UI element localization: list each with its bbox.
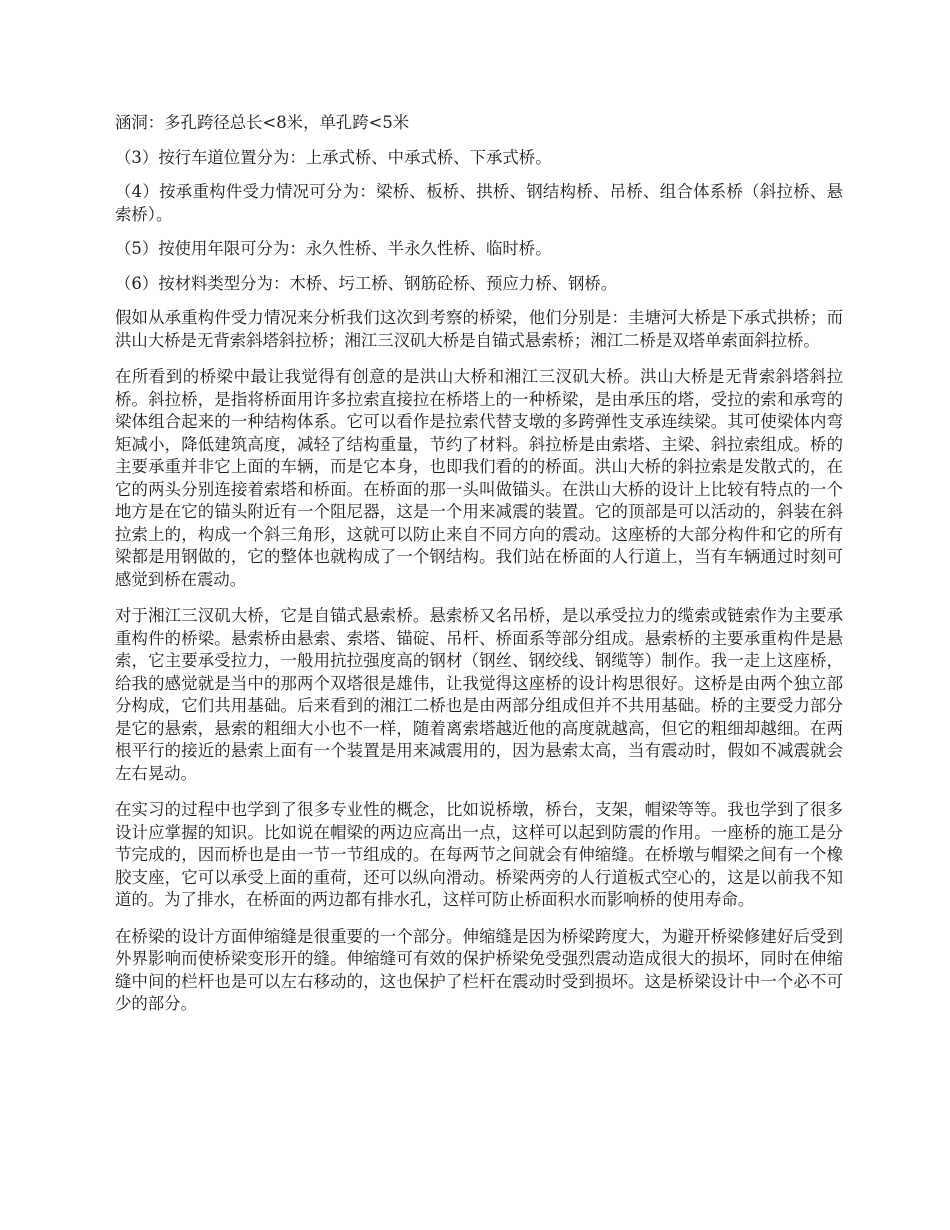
paragraph-hongshan-bridge: 在所看到的桥梁中最让我觉得有创意的是洪山大桥和湘江三汊矶大桥。洪山大桥是无背索斜塔斜拉桥。斜拉桥，是指将桥面用许多拉索直接拉在桥塔上的一种桥梁，是由承压的塔，受拉的索和承弯的梁体组合起来的一种结构体系。它可以看作是拉索代替支墩的多跨弹性支承连续梁。其可使梁体内弯矩减小，降低建筑高度，减轻了结构重量，节约了材料。斜拉桥是由索塔、主梁、斜拉索组成。桥的主要承重并非它上面的车辆，而是它本身，也即我们看的的桥面。洪山大桥的斜拉索是发散式的，在它的两头分别连接着索塔和桥面。在桥面的那一头叫做锚头。在洪山大桥的设计上比较有特点的一个地方是在它的锚头附近有一个阻尼器，这是一个用来减震的装置。它的顶部是可以活动的，斜装在斜拉索上的，构成一个斜三角形，这就可以防止来自不同方向的震动。这座桥的大部分构件和它的所有梁都是用钢做的，它的整体也就构成了一个钢结构。我们站在桥面的人行道上，当有车辆通过时刻可感觉到桥在震动。 bbox=[115, 367, 843, 589]
paragraph-culvert: 涵洞：多孔跨径总长<8米，单孔跨<5米 bbox=[115, 113, 410, 132]
paragraph-item-5: （5）按使用年限可分为：永久性桥、半永久性桥、临时桥。 bbox=[115, 239, 552, 258]
paragraph-analysis: 假如从承重构件受力情况来分析我们这次到考察的桥梁，他们分别是：圭塘河大桥是下承式拱桥；而洪山大桥是无背索斜塔斜拉桥；湘江三汊矶大桥是自锚式悬索桥；湘江二桥是双塔单索面斜拉桥。 bbox=[115, 308, 843, 350]
paragraph-item-3: （3）按行车道位置分为：上承式桥、中承式桥、下承式桥。 bbox=[115, 147, 552, 167]
paragraph-item-4: （4）按承重构件受力情况可分为：梁桥、板桥、拱桥、钢结构桥、吊桥、组合体系桥（斜拉桥、悬索桥）。 bbox=[115, 182, 843, 224]
paragraph-sanchaji-bridge: 对于湘江三汊矶大桥，它是自锚式悬索桥。悬索桥又名吊桥，是以承受拉力的缆索或链索作为主要承重构件的桥梁。悬索桥由悬索、索塔、锚碇、吊杆、桥面系等部分组成。悬索桥的主要承重构件是悬索，它主要承受拉力，一般用抗拉强度高的钢材（钢丝、钢绞线、钢缆等）制作。我一走上这座桥，给我的感觉就是当中的那两个双塔很是雄伟，让我觉得这座桥的设计构思很好。这桥是由两个独立部分构成，它们共用基础。后来看到的湘江二桥也是由两部分组成但并不共用基础。桥的主要受力部分是它的悬索，悬索的粗细大小也不一样，随着离索塔越近他的高度就越高，但它的粗细却越细。在两根平行的接近的悬索上面有一个装置是用来减震用的，因为悬索太高，当有震动时，假如不减震就会左右晃动。 bbox=[115, 606, 843, 783]
paragraph-item-6: （6）按材料类型分为：木桥、圬工桥、钢筋砼桥、预应力桥、钢桥。 bbox=[115, 273, 618, 293]
paragraph-expansion-joint: 在桥梁的设计方面伸缩缝是很重要的一个部分。伸缩缝是因为桥梁跨度大，为避开桥梁修建好后受到外界影响而使桥梁变形开的缝。伸缩缝可有效的保护桥梁免受强烈震动造成很大的损坏，同时在伸缩缝中间的栏杆也是可以左右移动的，这也保护了栏杆在震动时受到损坏。这是桥梁设计中一个必不可少的部分。 bbox=[115, 926, 843, 1013]
document-body bbox=[115, 112, 843, 1030]
paragraph-concepts: 在实习的过程中也学到了很多专业性的概念，比如说桥墩，桥台，支架，帽梁等等。我也学到了很多设计应掌握的知识。比如说在帽梁的两边应高出一点，这样可以起到防震的作用。一座桥的施工是分节完成的，因而桥也是由一节一节组成的。在每两节之间就会有伸缩缝。在桥墩与帽梁之间有一个橡胶支座，它可以承受上面的重荷，还可以纵向滑动。桥梁两旁的人行道板式空心的，这是以前我不知道的。为了排水，在桥面的两边都有排水孔，这样可防止桥面积水而影响桥的使用寿命。 bbox=[115, 800, 843, 909]
